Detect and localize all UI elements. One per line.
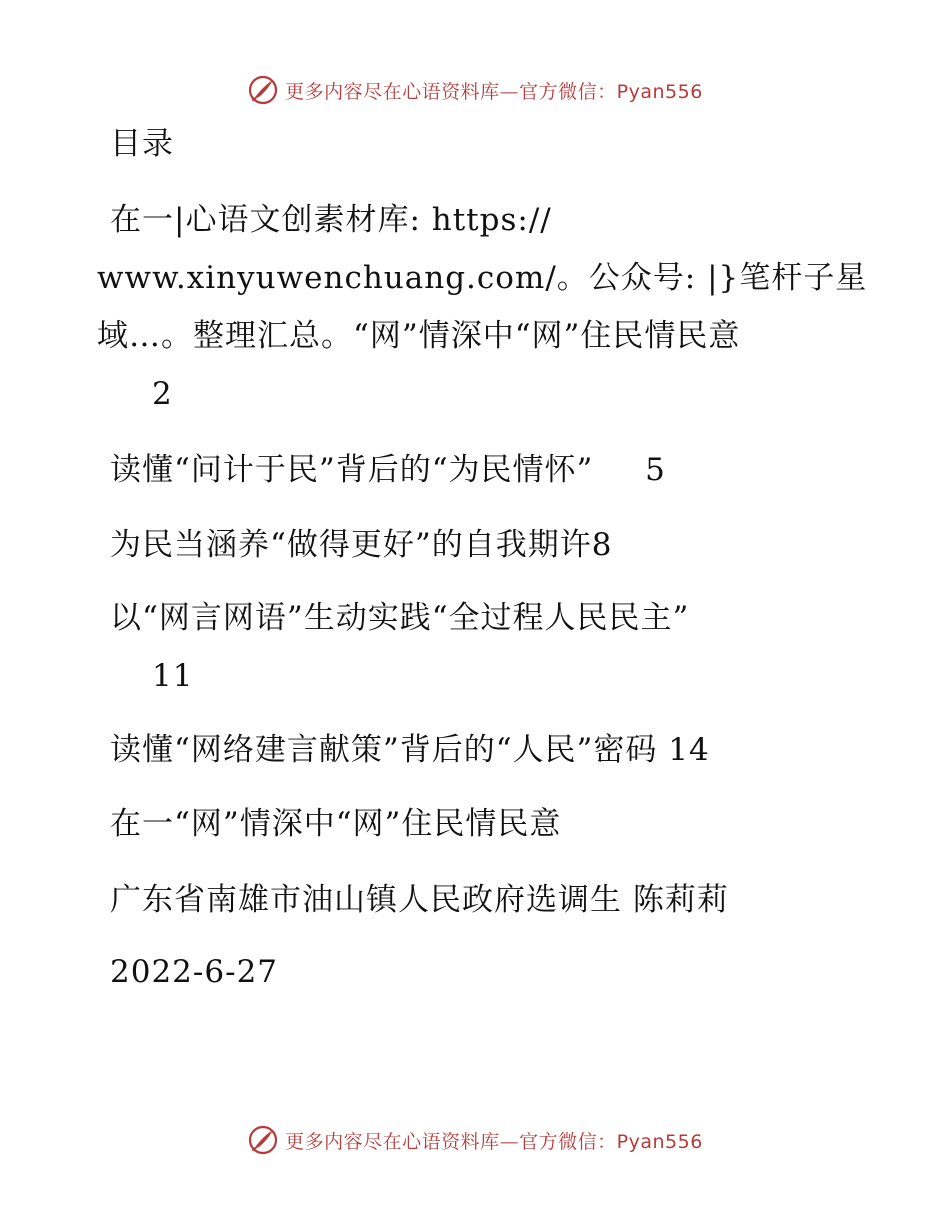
toc-entry-1-line2: www.xinyuwenchuang.com/。公众号: |}笔杆子星 bbox=[97, 260, 868, 296]
article-title: 在一“网”情深中“网”住民情民意 bbox=[110, 806, 562, 842]
toc-entry-1-line1: 在一|心语文创素材库: https:// bbox=[110, 202, 552, 238]
footer-banner bbox=[0, 1122, 950, 1158]
toc-entry-title: 读懂“网络建言献策”背后的“人民”密码 bbox=[110, 732, 658, 768]
article-author: 广东省南雄市油山镇人民政府选调生 陈莉莉 bbox=[110, 882, 729, 918]
toc-entry-title: 为民当涵养“做得更好”的自我期许 bbox=[110, 527, 592, 563]
banner-text bbox=[285, 1127, 703, 1154]
toc-entry-page: 5 bbox=[645, 452, 666, 488]
banner-wechat-text: 官方微信：Pyan556 bbox=[519, 80, 703, 103]
toc-entry-3 bbox=[110, 525, 612, 565]
toc-entry-1-line3: 域…。整理汇总。“网”情深中“网”住民情民意 bbox=[97, 318, 741, 354]
banner-text bbox=[285, 77, 703, 104]
toc-entry-page: 8 bbox=[591, 527, 613, 563]
toc-entry-page: 14 bbox=[668, 732, 710, 768]
toc-entry-4: 以“网言网语”生动实践“全过程人民民主” bbox=[110, 600, 690, 636]
toc-entry-2 bbox=[110, 450, 666, 490]
toc-entry-4-page: 11 bbox=[152, 658, 194, 694]
quill-logo-icon bbox=[247, 1124, 279, 1156]
toc-entry-title: 读懂“问计于民”背后的“为民情怀” bbox=[110, 452, 594, 488]
banner-main-text: 更多内容尽在心语资料库 bbox=[285, 80, 500, 103]
toc-heading: 目录 bbox=[110, 126, 174, 162]
banner-inner bbox=[247, 74, 703, 106]
banner-separator: — bbox=[499, 1130, 520, 1153]
banner-inner bbox=[247, 1124, 703, 1156]
quill-logo-icon bbox=[247, 74, 279, 106]
banner-separator: — bbox=[499, 80, 520, 103]
banner-main-text: 更多内容尽在心语资料库 bbox=[285, 1130, 500, 1153]
banner-wechat-text: 官方微信：Pyan556 bbox=[519, 1130, 703, 1153]
toc-entry-5 bbox=[110, 730, 710, 770]
toc-entry-1-page: 2 bbox=[152, 376, 173, 412]
header-banner bbox=[0, 72, 950, 108]
article-date: 2022-6-27 bbox=[110, 954, 279, 990]
